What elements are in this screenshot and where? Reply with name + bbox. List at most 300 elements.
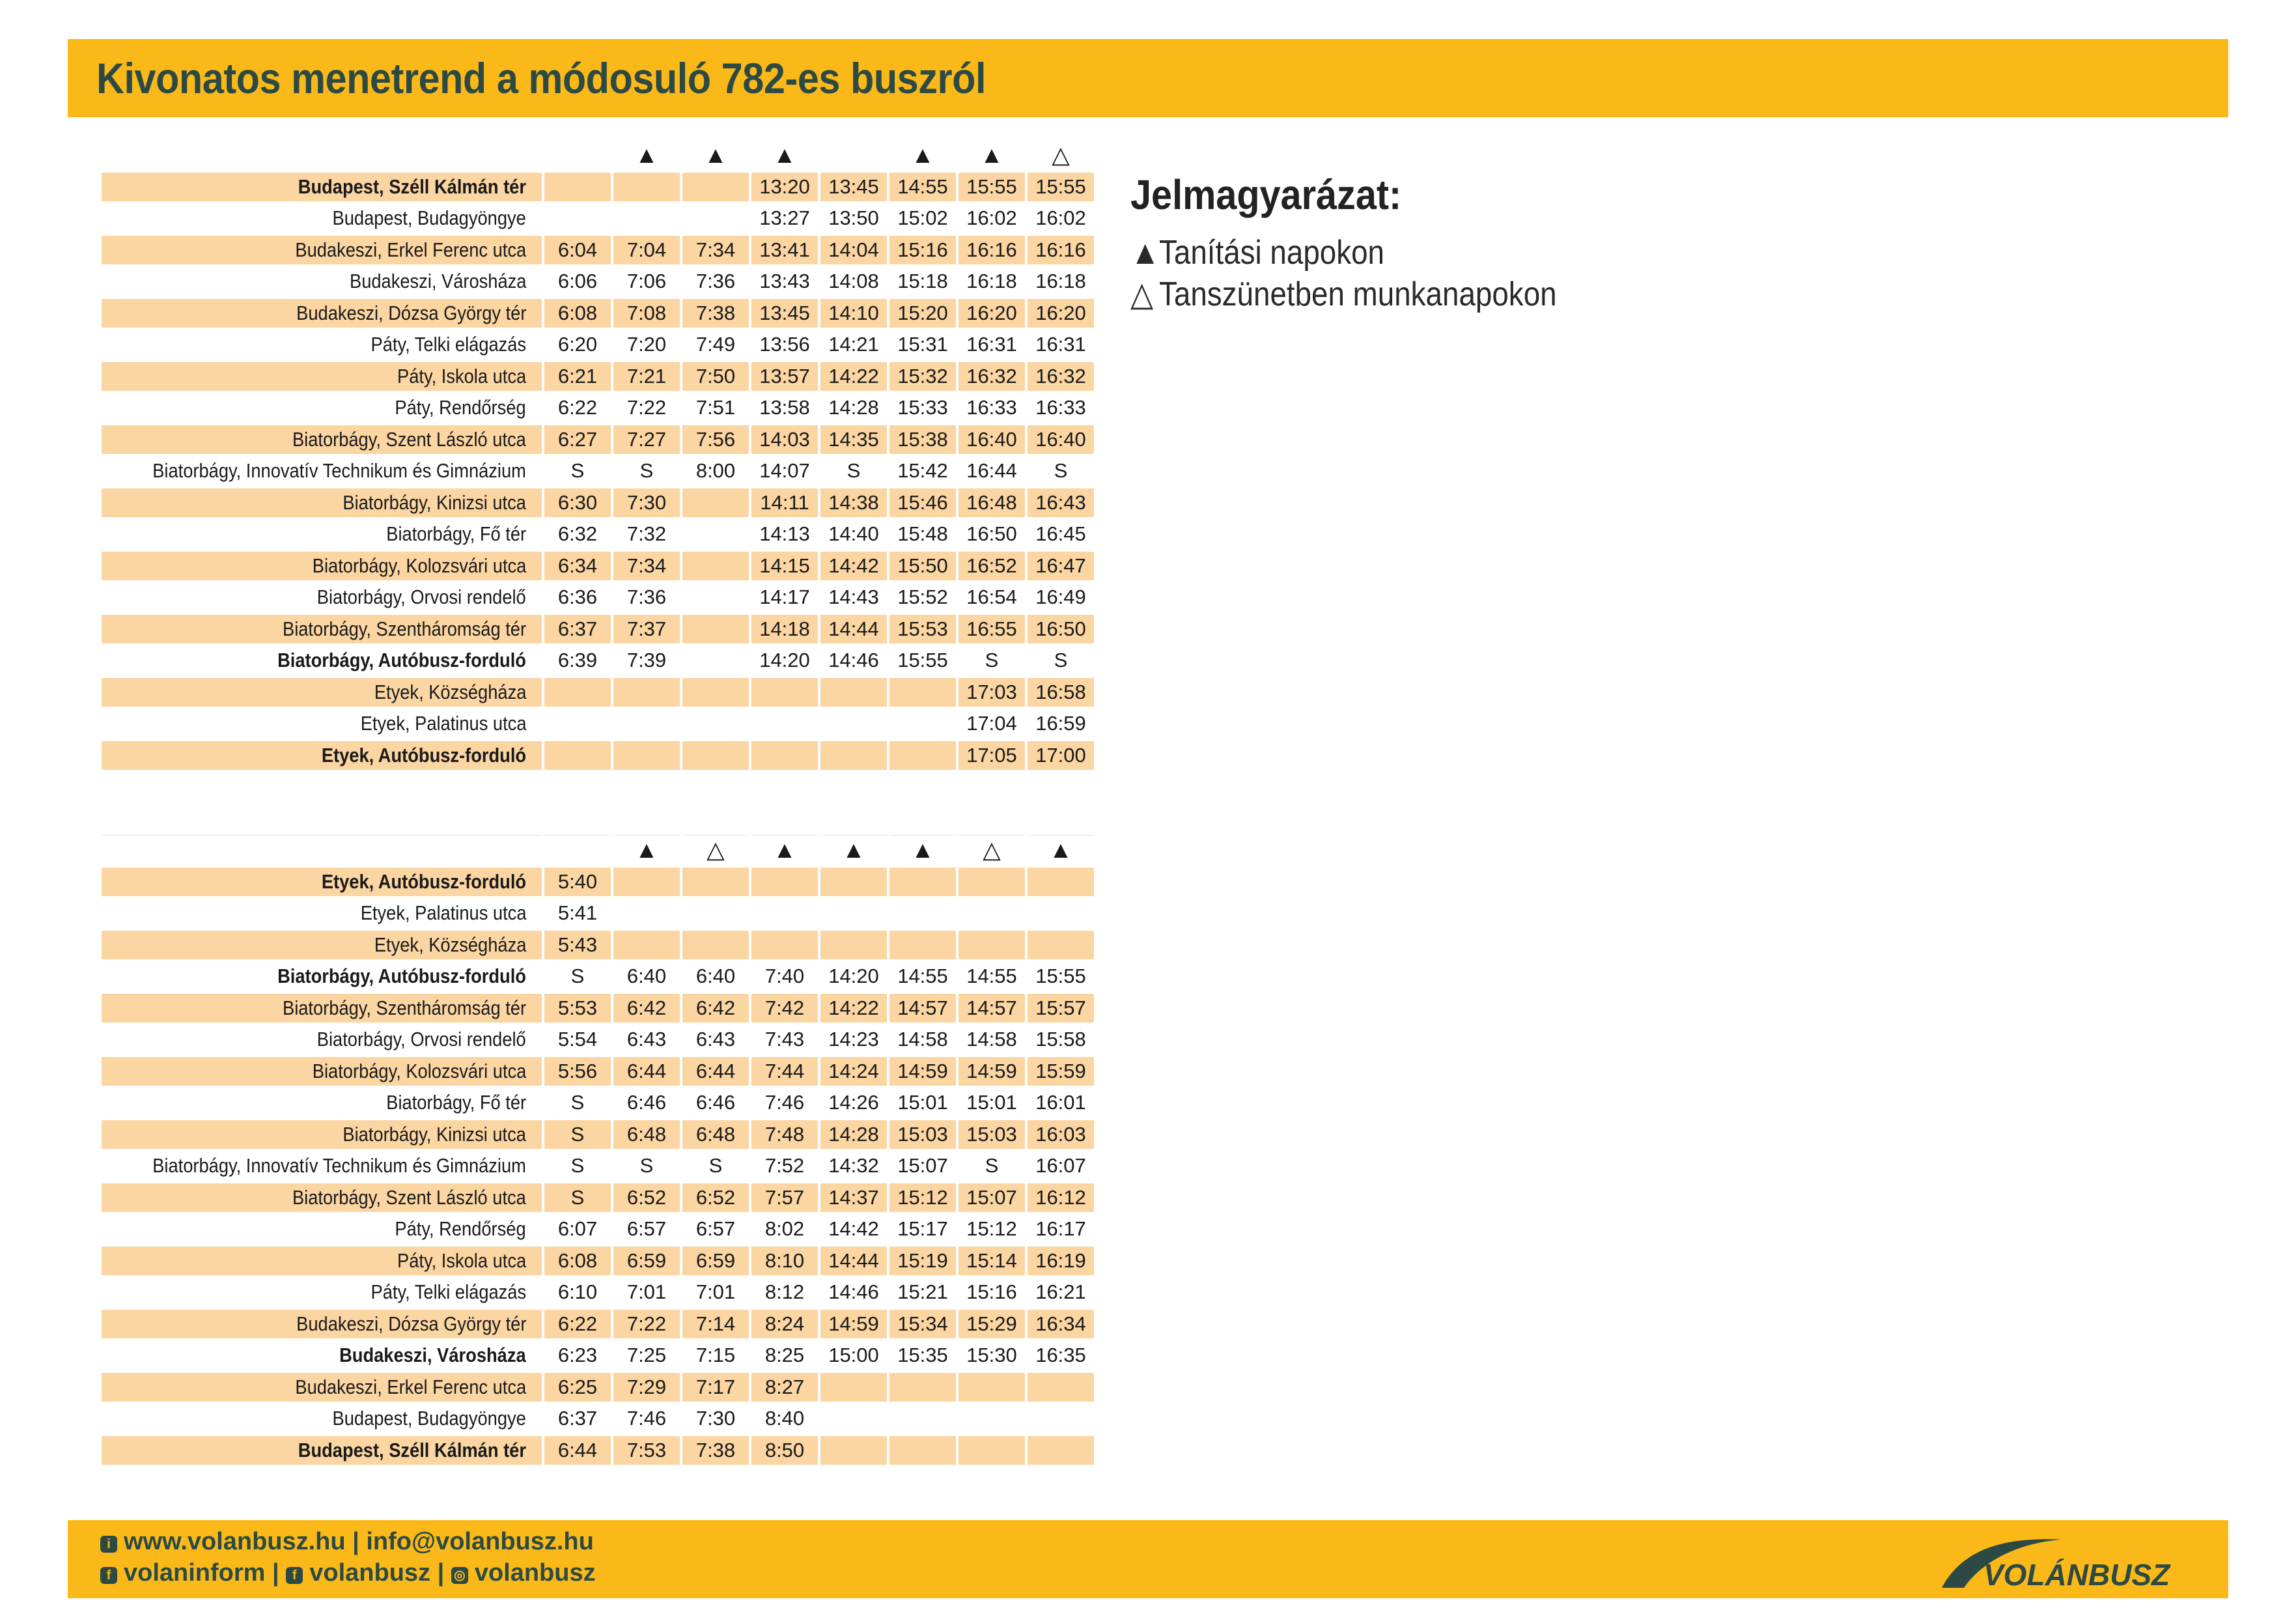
departure-time-cell	[613, 173, 680, 202]
departure-time-cell: 16:17	[1035, 1217, 1086, 1241]
departure-time-cell: 7:36	[626, 586, 667, 609]
stop-name-cell	[102, 1120, 542, 1150]
departure-time-cell: 16:34	[1028, 1310, 1094, 1339]
table-row	[102, 615, 1094, 644]
stop-name-cell	[102, 1373, 542, 1402]
departure-time-cell: 13:56	[759, 333, 810, 356]
departure-time-cell: 14:20	[828, 965, 879, 988]
departure-time-cell: 7:06	[626, 270, 667, 293]
departure-time-cell	[751, 899, 818, 928]
social-link-facebook-volanbusz[interactable]: volanbusz	[309, 1559, 431, 1587]
departure-time-cell	[544, 678, 611, 707]
footer-social-line	[100, 1559, 596, 1587]
table-row	[102, 488, 1094, 518]
departure-time-cell: 7:39	[626, 649, 667, 672]
departure-time-cell: 14:35	[820, 425, 887, 455]
filled-triangle-icon: ▲	[889, 835, 956, 865]
departure-time-cell: 16:21	[1035, 1280, 1086, 1304]
departure-time-cell	[751, 868, 818, 897]
departure-time-cell: 15:53	[889, 615, 956, 644]
departure-time-cell	[1028, 931, 1094, 960]
departure-time-cell: 6:10	[557, 1280, 598, 1304]
separator: |	[352, 1528, 359, 1555]
departure-time-cell	[820, 899, 887, 928]
departure-time-cell: 6:46	[695, 1091, 736, 1114]
stop-name: Páty, Telki elágazás	[371, 1280, 526, 1304]
departure-time-cell: 8:50	[751, 1436, 818, 1465]
table-row	[102, 678, 1094, 707]
departure-time-cell: 16:58	[1028, 678, 1094, 707]
departure-time-cell: 14:28	[828, 396, 879, 419]
departure-time-cell: 15:12	[966, 1217, 1017, 1241]
departure-time-cell: 14:42	[820, 552, 887, 581]
email-link[interactable]: info@volanbusz.hu	[366, 1528, 594, 1555]
table-row	[102, 1183, 1094, 1213]
stop-name: Budapest, Széll Kálmán tér	[298, 175, 526, 198]
stop-name: Páty, Rendőrség	[395, 1217, 526, 1241]
departure-time-cell: 16:12	[1028, 1183, 1094, 1213]
table-row	[102, 299, 1094, 328]
empty-symbol-cell	[544, 835, 611, 865]
departure-time-cell: 16:44	[966, 459, 1017, 483]
departure-time-cell: 7:15	[695, 1344, 736, 1367]
departure-time-cell: S	[570, 459, 585, 483]
departure-time-cell: 15:55	[959, 173, 1025, 202]
departure-time-cell: 7:42	[751, 994, 818, 1023]
departure-time-cell: 7:01	[626, 1280, 667, 1304]
departure-time-cell	[682, 646, 749, 675]
departure-time-cell: 6:27	[544, 425, 611, 455]
legend-item-label: Tanszünetben munkanapokon	[1159, 275, 1557, 313]
stop-name-cell	[102, 1183, 542, 1213]
footer	[68, 1520, 2228, 1598]
departure-time-cell: 15:34	[889, 1310, 956, 1339]
legend-item-holiday-workdays	[1130, 274, 1557, 315]
facebook-icon: f	[100, 1567, 117, 1584]
departure-time-cell	[544, 204, 611, 233]
departure-time-cell: 6:23	[557, 1344, 598, 1367]
departure-time-cell: 16:19	[1028, 1247, 1094, 1276]
legend	[1130, 171, 1615, 315]
departure-time-cell: 14:08	[828, 270, 879, 293]
stop-name: Etyek, Autóbusz-forduló	[321, 869, 526, 893]
departure-time-cell: 6:36	[557, 586, 598, 609]
departure-time-cell: 14:11	[751, 488, 818, 518]
departure-time-cell: 15:33	[897, 396, 948, 419]
departure-time-cell: 15:55	[1035, 965, 1086, 988]
departure-time-cell: 7:40	[764, 965, 805, 988]
departure-time-cell: 8:27	[751, 1373, 818, 1402]
departure-time-cell: 14:21	[828, 333, 879, 356]
departure-time-cell: 7:34	[682, 236, 749, 265]
departure-time-cell: 16:31	[1035, 333, 1086, 356]
departure-time-cell: S	[1054, 649, 1068, 672]
departure-time-cell: 6:25	[544, 1373, 611, 1402]
stop-name: Budakeszi, Dózsa György tér	[296, 1312, 526, 1335]
departure-time-cell: 16:03	[1028, 1120, 1094, 1150]
table-row	[102, 330, 1094, 360]
departure-time-cell: 6:04	[544, 236, 611, 265]
departure-time-cell: 15:38	[889, 425, 956, 455]
departure-time-cell: 6:59	[682, 1247, 749, 1276]
departure-time-cell: S	[847, 459, 861, 483]
departure-time-cell	[682, 552, 749, 581]
departure-time-cell: 16:54	[966, 586, 1017, 609]
departure-time-cell: S	[544, 1120, 611, 1150]
departure-time-cell	[959, 899, 1025, 928]
departure-time-cell: 7:50	[682, 362, 749, 391]
departure-time-cell	[751, 741, 818, 770]
departure-time-cell	[1028, 1373, 1094, 1402]
departure-time-cell: 7:30	[613, 488, 680, 518]
departure-time-cell: 7:48	[751, 1120, 818, 1150]
departure-time-cell: 6:32	[557, 522, 598, 546]
legend-title: Jelmagyarázat:	[1130, 171, 1402, 218]
departure-time-cell: 6:34	[544, 552, 611, 581]
departure-time-cell: 14:03	[751, 425, 818, 455]
departure-time-cell: 15:50	[889, 552, 956, 581]
departure-time-cell	[820, 1404, 887, 1433]
departure-time-cell: 15:14	[959, 1247, 1025, 1276]
table-row	[102, 1088, 1094, 1118]
departure-time-cell: 16:33	[966, 396, 1017, 419]
departure-time-cell: S	[544, 1183, 611, 1213]
stop-name: Biatorbágy, Szent László utca	[292, 427, 526, 451]
departure-time-cell: 14:59	[820, 1310, 887, 1339]
departure-time-cell: 6:30	[544, 488, 611, 518]
table-row	[102, 1215, 1094, 1244]
filled-triangle-icon: ▲	[820, 835, 887, 865]
stop-name: Budakeszi, Városháza	[339, 1344, 526, 1367]
stop-name-cell	[102, 1057, 542, 1086]
departure-time-cell: 15:29	[959, 1310, 1025, 1339]
departure-time-cell: 7:22	[613, 1310, 680, 1339]
stop-name: Budakeszi, Erkel Ferenc utca	[295, 1375, 526, 1398]
stop-name: Biatorbágy, Kinizsi utca	[343, 1122, 526, 1146]
stop-name-cell	[102, 1278, 542, 1307]
stop-name-cell	[102, 1025, 542, 1054]
filled-triangle-icon: ▲	[1130, 234, 1160, 272]
outline-triangle-icon: △	[1052, 141, 1070, 169]
departure-time-cell: 17:03	[959, 678, 1025, 707]
departure-time-cell: 6:44	[544, 1436, 611, 1465]
departure-time-cell: 14:44	[820, 1247, 887, 1276]
departure-time-cell: 16:40	[959, 425, 1025, 455]
departure-time-cell	[1028, 1404, 1094, 1433]
stop-name: Etyek, Autóbusz-forduló	[321, 743, 526, 767]
departure-time-cell: 6:48	[682, 1120, 749, 1150]
departure-time-cell: 16:55	[959, 615, 1025, 644]
stop-name-cell	[102, 330, 542, 360]
departure-time-cell: 16:50	[966, 522, 1017, 546]
departure-time-cell: 6:08	[544, 299, 611, 328]
departure-time-cell	[820, 678, 887, 707]
departure-time-cell: 13:27	[759, 206, 810, 230]
departure-time-cell: 14:46	[828, 1280, 879, 1304]
table-row	[102, 362, 1094, 391]
filled-triangle-icon: ▲	[980, 141, 1003, 169]
departure-time-cell: 6:20	[557, 333, 598, 356]
stop-name: Biatorbágy, Kinizsi utca	[343, 490, 526, 514]
departure-time-cell: 16:16	[959, 236, 1025, 265]
departure-time-cell: 14:59	[889, 1057, 956, 1086]
social-link-volaninform[interactable]: volaninform	[124, 1559, 266, 1587]
departure-time-cell: 14:10	[820, 299, 887, 328]
departure-time-cell: 13:20	[751, 173, 818, 202]
departure-time-cell: S	[570, 1154, 585, 1178]
departure-time-cell	[682, 741, 749, 770]
departure-time-cell: 14:22	[820, 994, 887, 1023]
departure-time-cell: 15:59	[1028, 1057, 1094, 1086]
filled-triangle-icon: ▲	[704, 141, 727, 169]
departure-time-cell: 16:47	[1028, 552, 1094, 581]
departure-time-cell: 13:58	[759, 396, 810, 419]
departure-time-cell: 16:20	[959, 299, 1025, 328]
departure-time-cell: 14:55	[889, 173, 956, 202]
departure-time-cell	[751, 709, 818, 739]
stop-name-cell	[102, 1404, 542, 1433]
departure-time-cell: 16:02	[966, 206, 1017, 230]
departure-time-cell	[889, 1373, 956, 1402]
table-row	[102, 173, 1094, 202]
table-row	[102, 1247, 1094, 1276]
stop-name-cell	[102, 488, 542, 518]
departure-time-cell	[613, 709, 680, 739]
stop-name-cell	[102, 457, 542, 486]
stop-name-cell	[102, 868, 542, 897]
departure-time-cell: 15:32	[889, 362, 956, 391]
departure-time-cell: 6:43	[695, 1028, 736, 1051]
stop-name: Budapest, Széll Kálmán tér	[298, 1438, 526, 1461]
stop-name: Biatorbágy, Kolozsvári utca	[312, 554, 526, 577]
departure-time-cell	[682, 520, 749, 549]
departure-time-cell	[959, 1404, 1025, 1433]
departure-time-cell	[820, 741, 887, 770]
departure-time-cell: 6:40	[626, 965, 667, 988]
departure-time-cell: 14:20	[759, 649, 810, 672]
departure-time-cell: 6:37	[544, 615, 611, 644]
table-row	[102, 1057, 1094, 1086]
departure-time-cell: 16:32	[959, 362, 1025, 391]
departure-time-cell: 17:00	[1028, 741, 1094, 770]
social-link-instagram-volanbusz[interactable]: volanbusz	[474, 1559, 596, 1587]
departure-time-cell: 6:37	[557, 1407, 598, 1430]
departure-time-cell: 16:45	[1035, 522, 1086, 546]
instagram-icon: ◎	[451, 1567, 468, 1584]
table-row	[102, 962, 1094, 991]
departure-time-cell: 14:17	[759, 586, 810, 609]
departure-time-cell: 7:27	[613, 425, 680, 455]
departure-time-cell: 15:01	[897, 1091, 948, 1114]
departure-time-cell	[682, 615, 749, 644]
stop-name: Biatorbágy, Innovatív Technikum és Gimnázium	[152, 459, 526, 483]
departure-time-cell: 16:33	[1035, 396, 1086, 419]
stop-name-cell	[102, 709, 542, 739]
departure-time-cell: 16:16	[1028, 236, 1094, 265]
departure-time-cell: 5:54	[557, 1028, 598, 1051]
departure-time-cell: 13:41	[751, 236, 818, 265]
departure-time-cell: 14:18	[751, 615, 818, 644]
departure-time-cell: 7:44	[751, 1057, 818, 1086]
stop-name-cell	[102, 1310, 542, 1339]
departure-time-cell: 15:42	[897, 459, 948, 483]
departure-time-cell	[889, 1404, 956, 1433]
departure-time-cell	[959, 1436, 1025, 1465]
departure-time-cell: 6:43	[626, 1028, 667, 1051]
departure-time-cell: 7:38	[682, 1436, 749, 1465]
table-row	[102, 583, 1094, 612]
departure-time-cell: 7:01	[695, 1280, 736, 1304]
departure-time-cell	[613, 931, 680, 960]
stop-name: Budapest, Budagyöngye	[332, 1407, 526, 1430]
departure-time-cell: 15:07	[959, 1183, 1025, 1213]
departure-time-cell: 15:02	[897, 206, 948, 230]
departure-time-cell: S	[708, 1154, 723, 1178]
stop-name-cell	[102, 236, 542, 265]
departure-time-cell: S	[570, 1091, 585, 1114]
separator: |	[272, 1559, 279, 1587]
departure-time-cell: 8:10	[751, 1247, 818, 1276]
table-row	[102, 741, 1094, 770]
departure-time-cell: 7:30	[695, 1407, 736, 1430]
departure-time-cell	[820, 868, 887, 897]
departure-time-cell: 6:48	[613, 1120, 680, 1150]
table-row	[102, 1341, 1094, 1370]
stop-name: Budakeszi, Városháza	[349, 270, 526, 293]
stop-name-cell	[102, 173, 542, 202]
table-row	[102, 204, 1094, 233]
departure-time-cell: 8:25	[764, 1344, 805, 1367]
departure-time-cell: 8:40	[764, 1407, 805, 1430]
stop-name-cell	[102, 520, 542, 549]
stop-name-cell	[102, 1436, 542, 1465]
stop-name-cell	[102, 1151, 542, 1181]
departure-time-cell	[820, 1373, 887, 1402]
departure-time-cell: 15:01	[966, 1091, 1017, 1114]
departure-time-cell: 15:18	[897, 270, 948, 293]
stop-name-cell	[102, 267, 542, 296]
departure-time-cell	[820, 931, 887, 960]
stop-name: Biatorbágy, Kolozsvári utca	[312, 1059, 526, 1082]
table-row	[102, 552, 1094, 581]
departure-time-cell: 16:31	[966, 333, 1017, 356]
departure-time-cell: 7:21	[613, 362, 680, 391]
stop-name-cell	[102, 299, 542, 328]
departure-time-cell: 7:22	[626, 396, 667, 419]
table-row	[102, 267, 1094, 296]
departure-time-cell: 14:37	[820, 1183, 887, 1213]
departure-time-cell: S	[570, 965, 585, 988]
departure-time-cell	[1028, 1436, 1094, 1465]
departure-time-cell: 6:57	[695, 1217, 736, 1241]
filled-triangle-icon: ▲	[751, 835, 818, 865]
timetable-return	[99, 832, 1097, 1467]
departure-time-cell: 16:52	[959, 552, 1025, 581]
departure-time-cell	[613, 899, 680, 928]
departure-time-cell	[544, 741, 611, 770]
departure-time-cell: 7:08	[613, 299, 680, 328]
departure-time-cell	[682, 678, 749, 707]
legend-item-label: Tanítási napokon	[1159, 234, 1385, 272]
table-row	[102, 1120, 1094, 1150]
departure-time-cell	[751, 678, 818, 707]
footer-contact-line	[100, 1528, 594, 1556]
departure-time-cell: 15:21	[897, 1280, 948, 1304]
departure-time-cell	[1028, 899, 1094, 928]
departure-time-cell: 14:43	[828, 586, 879, 609]
departure-time-cell: 6:22	[544, 1310, 611, 1339]
departure-time-cell: 6:22	[557, 396, 598, 419]
stop-name: Biatorbágy, Fő tér	[386, 522, 526, 546]
stop-name-cell	[102, 741, 542, 770]
outline-triangle-icon: △	[1130, 275, 1154, 313]
departure-time-cell: 16:01	[1035, 1091, 1086, 1114]
departure-time-cell: 15:16	[966, 1280, 1017, 1304]
departure-time-cell	[613, 204, 680, 233]
departure-time-cell: 5:56	[544, 1057, 611, 1086]
stop-name-cell	[102, 678, 542, 707]
departure-time-cell: 15:00	[828, 1344, 879, 1367]
service-symbol-row	[102, 835, 1094, 865]
empty-symbol-cell	[544, 141, 611, 170]
stop-name-cell	[102, 962, 542, 991]
departure-time-cell: 6:21	[544, 362, 611, 391]
table-row	[102, 1025, 1094, 1054]
departure-time-cell: 8:12	[764, 1280, 805, 1304]
departure-time-cell: 16:07	[1035, 1154, 1086, 1178]
departure-time-cell: 7:17	[682, 1373, 749, 1402]
departure-time-cell: 13:50	[828, 206, 879, 230]
departure-time-cell: 6:57	[626, 1217, 667, 1241]
filled-triangle-icon: ▲	[1028, 835, 1094, 865]
departure-time-cell	[959, 931, 1025, 960]
departure-time-cell: 6:07	[557, 1217, 598, 1241]
departure-time-cell: 15:52	[897, 586, 948, 609]
table-row	[102, 1436, 1094, 1465]
website-link[interactable]: www.volanbusz.hu	[124, 1528, 346, 1555]
volanbusz-logo	[1938, 1533, 2192, 1590]
stop-name-cell	[102, 1088, 542, 1118]
stop-name: Budakeszi, Dózsa György tér	[296, 301, 526, 324]
departure-time-cell: 16:49	[1035, 586, 1086, 609]
departure-time-cell: 15:55	[1028, 173, 1094, 202]
table-row	[102, 994, 1094, 1023]
departure-time-cell	[544, 709, 611, 739]
departure-time-cell: 7:38	[682, 299, 749, 328]
departure-time-cell: 7:46	[626, 1407, 667, 1430]
departure-time-cell: 8:24	[751, 1310, 818, 1339]
departure-time-cell: 6:44	[682, 1057, 749, 1086]
departure-time-cell	[682, 204, 749, 233]
departure-time-cell: 13:57	[751, 362, 818, 391]
departure-time-cell	[889, 931, 956, 960]
departure-time-cell	[682, 488, 749, 518]
departure-time-cell: 7:43	[764, 1028, 805, 1051]
departure-time-cell: 16:32	[1028, 362, 1094, 391]
departure-time-cell: 14:24	[820, 1057, 887, 1086]
departure-time-cell: 7:46	[764, 1091, 805, 1114]
stop-name-cell	[102, 931, 542, 960]
stop-name: Etyek, Községháza	[374, 680, 526, 703]
stop-name: Páty, Iskola utca	[397, 1249, 526, 1272]
stop-name: Biatorbágy, Fő tér	[386, 1091, 526, 1114]
table-row	[102, 1151, 1094, 1181]
departure-time-cell: 17:05	[959, 741, 1025, 770]
stop-name-cell	[102, 362, 542, 391]
empty-symbol-cell	[820, 141, 887, 170]
stop-name: Páty, Iskola utca	[397, 364, 526, 388]
symbol-row-spacer	[102, 141, 542, 170]
